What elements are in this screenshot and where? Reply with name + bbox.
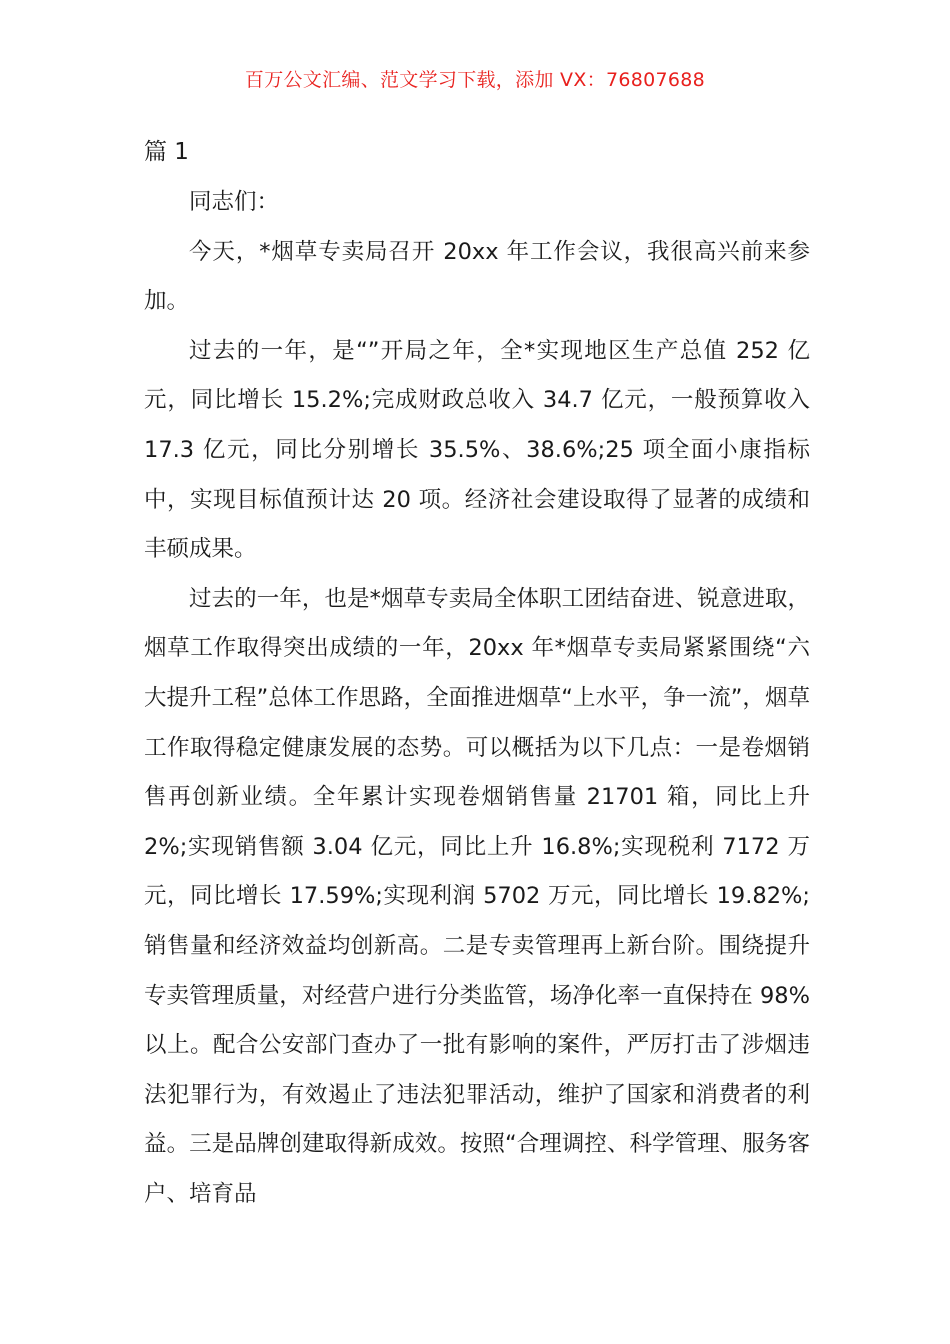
paragraph-opening: 今天，*烟草专卖局召开 20xx 年工作会议，我很高兴前来参加。	[144, 238, 810, 315]
paragraph-salutation: 同志们：	[189, 189, 280, 215]
paragraph-economic-summary: 过去的一年，是“”开局之年，全*实现地区生产总值 252 亿元，同比增长 15.2%;完成财政总收入 34.7 亿元，一般预算收入 17.3 亿元，同比分别增长 35.5%、38.6%;25 项全面小康指标中，实现目标值预计达 20 项。经济社会建设取得了显著的成绩和丰硕成果。	[144, 337, 810, 563]
header-banner: 百万公文汇编、范文学习下载，添加 VX：76807688	[244, 69, 706, 91]
paragraph-tobacco-achievements: 过去的一年，也是*烟草专卖局全体职工团结奋进、锐意进取，烟草工作取得突出成绩的一年，20xx 年*烟草专卖局紧紧围绕“六大提升工程”总体工作思路，全面推进烟草“上水平，争一流”，烟草工作取得稳定健康发展的态势。可以概括为以下几点：一是卷烟销售再创新业绩。全年累计实现卷烟销售量 21701 箱，同比上升 2%;实现销售额 3.04 亿元，同比上升 16.8%;实现税利 7172 万元，同比增长 17.59%;实现利润 5702 万元，同比增长 19.82%;销售量和经济效益均创新高。二是专卖管理再上新台阶。围绕提升专卖管理质量，对经营户进行分类监管，场净化率一直保持在 98%以上。配合公安部门查办了一批有影响的案件，严厉打击了涉烟违法犯罪行为，有效遏止了违法犯罪活动，维护了国家和消费者的利益。三是品牌创建取得新成效。按照“合理调控、科学管理、服务客户、培育品	[144, 585, 810, 1207]
section-title: 篇 1	[144, 139, 189, 165]
document-body	[144, 130, 810, 1219]
